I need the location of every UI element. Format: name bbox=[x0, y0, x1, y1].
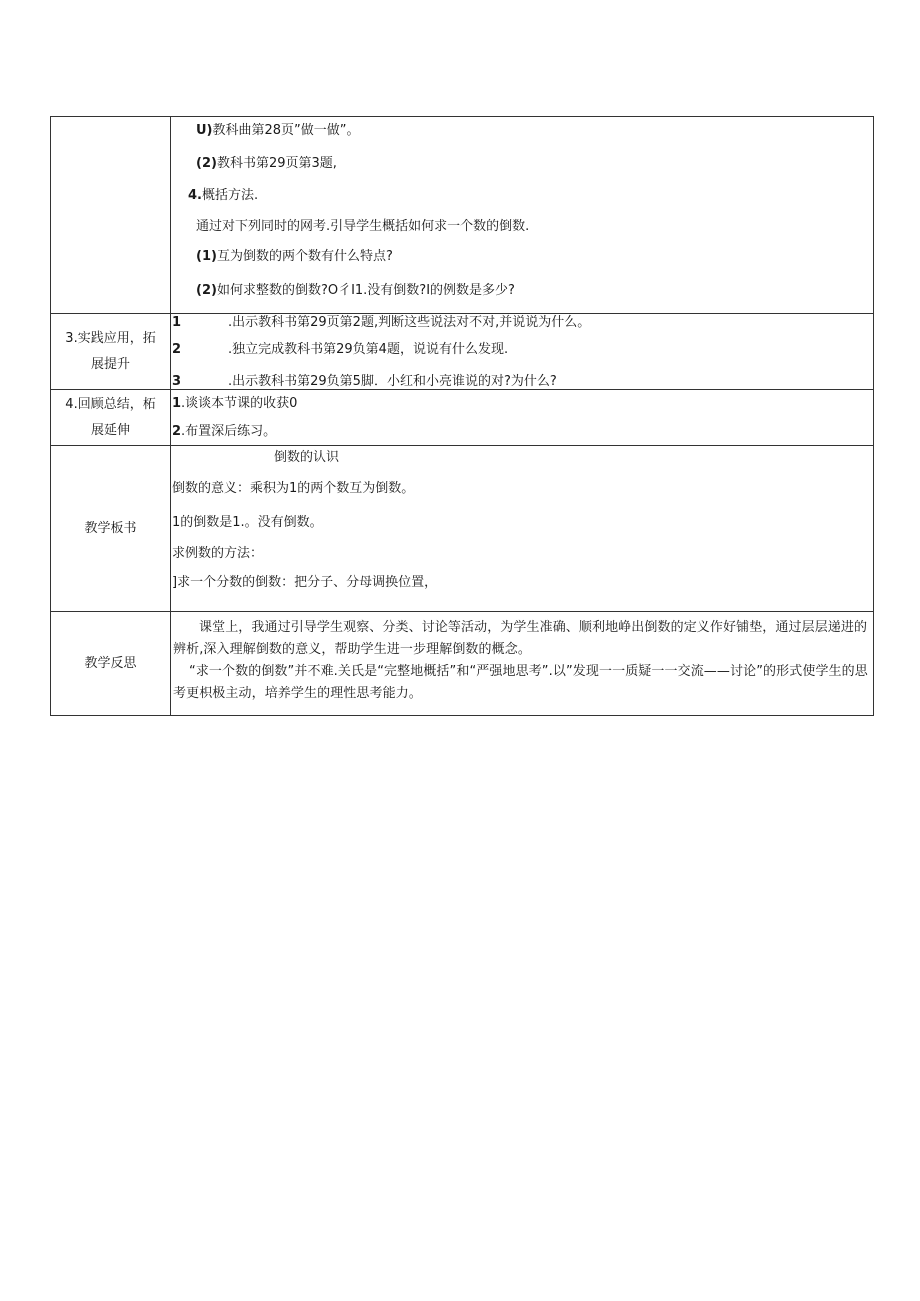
content-line: 4.概括方法. bbox=[188, 188, 259, 203]
row-label-empty bbox=[51, 117, 171, 313]
content-line: (1)互为倒数的两个数有什么特点? bbox=[196, 249, 393, 264]
row-content: 1 .出示教科书第29页第2题,判断这些说法对不对,并说说为什么。 2 .独立完成教科书第29负第4题，说说有什么发现. 3 .出示教科书第29负第5脚．小红和小亮谁说的对?为什么? bbox=[172, 315, 591, 389]
reflection-paragraph: “求一个数的倒数”并不难.关氏是“完整地概括”和“严强地思考”.以”发现一一质疑一一交流——讨论”的形式使学生的思考更枳极主动，培养学生的理性思考能力。 bbox=[173, 664, 868, 701]
content-line: 通过对下列同时的网考.引导学生概括如何求一个数的倒数. bbox=[196, 219, 530, 234]
row-label bbox=[51, 390, 171, 445]
board-line: 1的倒数是1.。没有倒数。 bbox=[172, 515, 323, 530]
row-content bbox=[172, 117, 873, 313]
row-practice bbox=[51, 313, 873, 389]
reflection-paragraph: 课堂上，我通过引导学生观察、分类、讨论等活动，为学生准确、顺利地峥出倒数的定义作好铺垫，通过层层递进的辨析,深入理解倒数的意义，帮助学生进一步理解倒数的概念。 bbox=[173, 620, 868, 657]
content-line: U)教科曲第28页”做一做”。 bbox=[196, 123, 360, 138]
row-reflection bbox=[51, 611, 873, 715]
row-content bbox=[172, 390, 873, 445]
row-label bbox=[51, 446, 171, 611]
row-label bbox=[51, 612, 171, 715]
row-label bbox=[51, 314, 171, 389]
row-label-text: 教学板书 bbox=[84, 520, 137, 536]
row-label-line: 4.回顾总结，柘 bbox=[65, 396, 156, 412]
row-label-line: 3.实践应用，拓 bbox=[65, 330, 156, 346]
row-content bbox=[172, 446, 873, 611]
lesson-plan-table bbox=[50, 116, 874, 716]
row-continuation bbox=[51, 117, 873, 313]
list-item: 2.布置深后练习。 bbox=[172, 424, 277, 439]
row-review bbox=[51, 389, 873, 445]
content-line: (2)如何求整数的倒数?O彳I1.没有倒数?I的例数是多少? bbox=[196, 283, 515, 298]
row-content bbox=[172, 612, 873, 715]
list-item: 1.谈谈本节课的收获0 bbox=[172, 396, 298, 411]
row-label-text: 教学反思 bbox=[84, 655, 137, 671]
board-line: 倒数的意义：乘积为1的两个数互为倒数。 bbox=[172, 481, 415, 496]
board-title: 倒数的认识 bbox=[274, 450, 340, 465]
board-line: 求例数的方法： bbox=[172, 546, 264, 561]
row-label-line: 展延伸 bbox=[90, 422, 130, 438]
row-label-line: 展提升 bbox=[90, 356, 130, 372]
row-blackboard bbox=[51, 445, 873, 611]
content-line: (2)教科书第29页第3题, bbox=[196, 156, 337, 171]
board-line: ]求一个分数的倒数：把分子、分母调换位置， bbox=[172, 575, 438, 590]
